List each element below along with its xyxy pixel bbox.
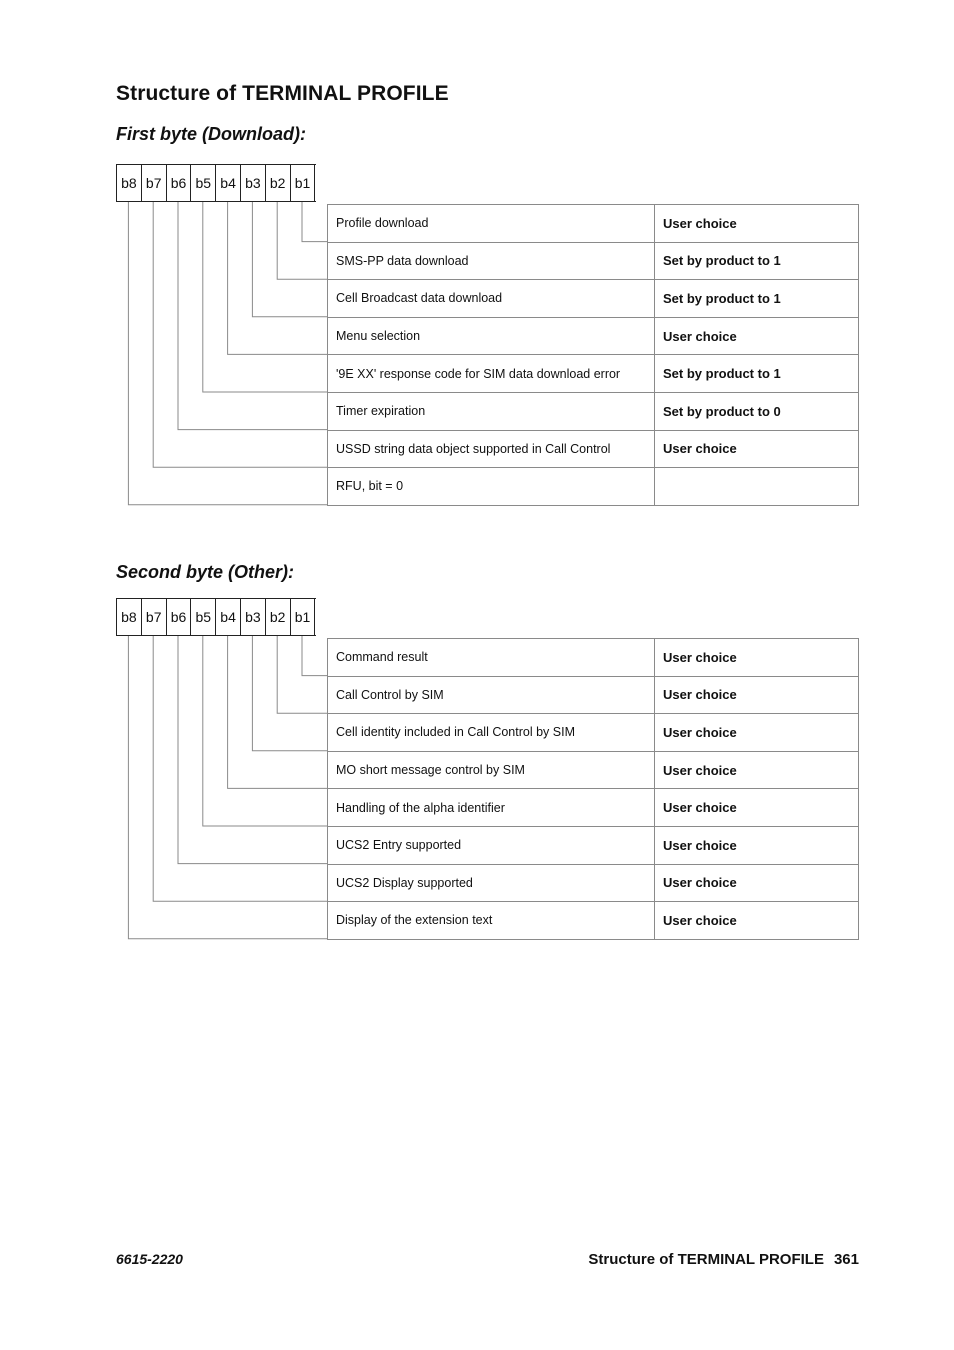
connector-line — [203, 202, 327, 392]
row-value: User choice — [655, 826, 859, 864]
connector-line — [153, 202, 327, 467]
table-row — [328, 355, 859, 393]
bit-b3: b3 — [241, 165, 266, 201]
bit-b1: b1 — [291, 599, 316, 635]
bit-description-table-first-byte — [327, 204, 859, 506]
row-description: Menu selection — [328, 317, 655, 355]
table-row — [328, 864, 859, 902]
row-value — [655, 468, 859, 506]
table-row — [328, 789, 859, 827]
row-value: User choice — [655, 639, 859, 677]
row-value: User choice — [655, 430, 859, 468]
bit-b7: b7 — [142, 165, 167, 201]
table-row — [328, 280, 859, 318]
table-row — [328, 430, 859, 468]
row-description: SMS-PP data download — [328, 242, 655, 280]
table-row — [328, 639, 859, 677]
row-description: Call Control by SIM — [328, 676, 655, 714]
row-description: MO short message control by SIM — [328, 751, 655, 789]
row-description: Cell identity included in Call Control by SIM — [328, 714, 655, 752]
row-description: Handling of the alpha identifier — [328, 789, 655, 827]
section-heading-second-byte: Second byte (Other): — [116, 562, 295, 582]
table-row — [328, 392, 859, 430]
table-row — [328, 902, 859, 940]
connector-line — [302, 636, 327, 676]
table-row — [328, 205, 859, 243]
bit-description-table-second-byte — [327, 638, 859, 940]
row-description: Display of the extension text — [328, 902, 655, 940]
row-description: Cell Broadcast data download — [328, 280, 655, 318]
connector-line — [252, 636, 327, 751]
table-row — [328, 676, 859, 714]
bit-b1: b1 — [291, 165, 316, 201]
row-value: Set by product to 1 — [655, 242, 859, 280]
row-description: Timer expiration — [328, 392, 655, 430]
connector-line — [178, 202, 327, 430]
row-value: Set by product to 0 — [655, 392, 859, 430]
table-row — [328, 826, 859, 864]
footer-page-number: 361 — [833, 1251, 859, 1268]
bit-b7: b7 — [142, 599, 167, 635]
row-description: '9E XX' response code for SIM data download error — [328, 355, 655, 393]
connector-line — [277, 636, 327, 713]
bit-b4: b4 — [216, 599, 241, 635]
table-row — [328, 714, 859, 752]
row-value: User choice — [655, 789, 859, 827]
bit-b5: b5 — [191, 599, 216, 635]
connector-line — [203, 636, 327, 826]
footer-section-title: Structure of TERMINAL PROFILE — [588, 1251, 824, 1268]
section-heading-first-byte: First byte (Download): — [116, 124, 306, 144]
connector-line — [178, 636, 327, 864]
row-value: Set by product to 1 — [655, 280, 859, 318]
bit-b6: b6 — [167, 165, 192, 201]
row-description: UCS2 Entry supported — [328, 826, 655, 864]
connector-line — [277, 202, 327, 279]
bit-b8: b8 — [117, 165, 142, 201]
connector-line — [128, 202, 327, 505]
row-value: User choice — [655, 714, 859, 752]
table-row — [328, 242, 859, 280]
row-description: Profile download — [328, 205, 655, 243]
bit-b8: b8 — [117, 599, 142, 635]
connector-line — [228, 202, 327, 354]
row-description: RFU, bit = 0 — [328, 468, 655, 506]
bit-b2: b2 — [266, 165, 291, 201]
row-description: Command result — [328, 639, 655, 677]
table-row — [328, 317, 859, 355]
bit-b5: b5 — [191, 165, 216, 201]
bit-header-first-byte — [116, 164, 316, 202]
footer-document-number: 6615-2220 — [116, 1251, 183, 1267]
table-row — [328, 468, 859, 506]
row-value: User choice — [655, 751, 859, 789]
connector-line — [153, 636, 327, 901]
connector-line — [128, 636, 327, 939]
row-value: User choice — [655, 864, 859, 902]
row-value: User choice — [655, 902, 859, 940]
row-value: User choice — [655, 205, 859, 243]
row-description: UCS2 Display supported — [328, 864, 655, 902]
bit-b3: b3 — [241, 599, 266, 635]
footer-page-info — [588, 1251, 859, 1268]
row-description: USSD string data object supported in Call Control — [328, 430, 655, 468]
page-title: Structure of TERMINAL PROFILE — [116, 82, 449, 105]
row-value: User choice — [655, 317, 859, 355]
bit-b6: b6 — [167, 599, 192, 635]
row-value: Set by product to 1 — [655, 355, 859, 393]
connector-line — [228, 636, 327, 788]
bit-header-second-byte — [116, 598, 316, 636]
connector-line — [302, 202, 327, 242]
bit-b4: b4 — [216, 165, 241, 201]
bit-b2: b2 — [266, 599, 291, 635]
row-value: User choice — [655, 676, 859, 714]
table-row — [328, 751, 859, 789]
connector-line — [252, 202, 327, 317]
